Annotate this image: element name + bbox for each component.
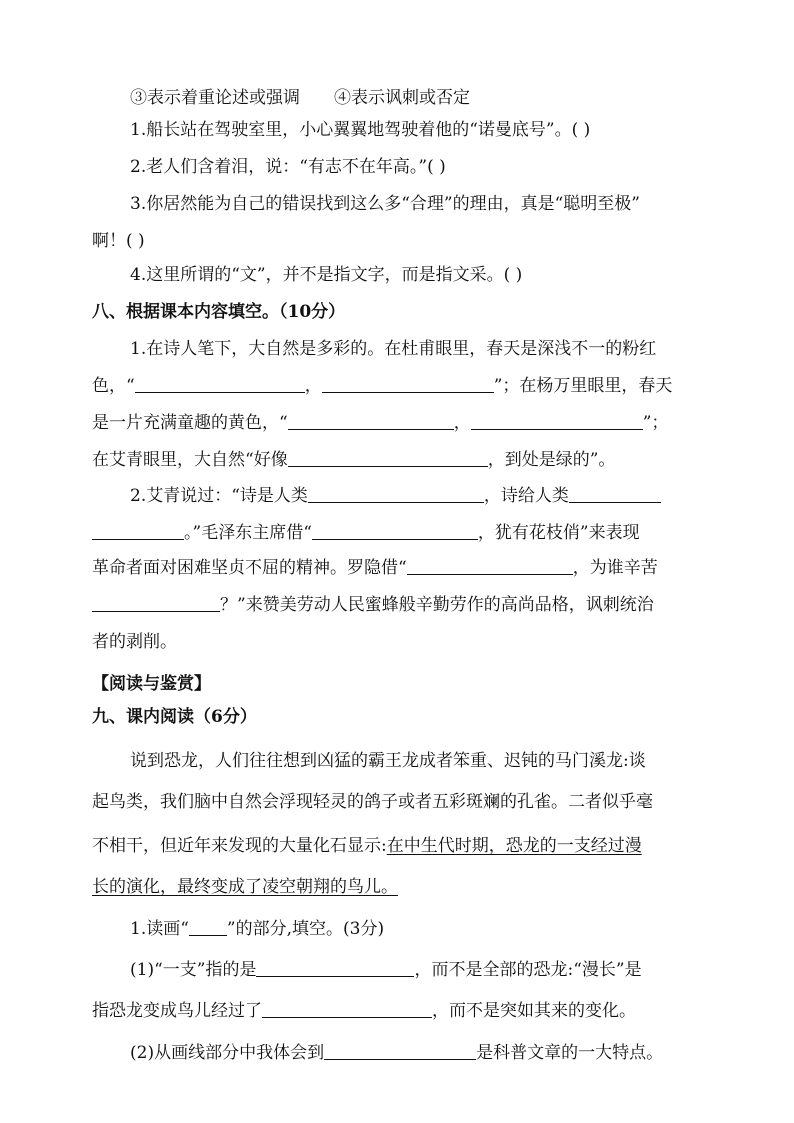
blank[interactable] [92, 595, 220, 612]
s8-q2-line1: 2.艾青说过：“诗是人类 ，诗给人类 [130, 484, 661, 508]
blank[interactable] [407, 558, 573, 575]
options-line [130, 86, 470, 110]
blank [189, 919, 227, 936]
s9-q1-sub1: (1)“一支”指的是 ，而不是全部的恐龙:“漫长”是 [130, 960, 642, 980]
blank[interactable] [288, 413, 454, 430]
s7-item-1: 1.船长站在驾驶室里，小心翼翼地驾驶着他的“诺曼底号”。( ) [130, 120, 591, 140]
passage-line-2: 起鸟类，我们脑中自然会浮现轻灵的鸽子或者五彩斑斓的孔雀。二者似乎毫 [92, 792, 653, 812]
s7-item-2: 2.老人们含着泪，说：“有志不在年高。”( ) [130, 157, 446, 177]
s8-q1-line3: 是一片充满童趣的黄色，“ ， ”； [92, 413, 669, 433]
blank[interactable] [256, 960, 414, 977]
s8-q2-line2: 。”毛泽东主席借“ ，犹有花枝俏”来表现 [92, 521, 640, 545]
s9-q1-prompt: 1.读画“ ”的部分,填空。(3分) [130, 919, 385, 939]
blank[interactable] [288, 450, 488, 467]
blank[interactable] [312, 523, 478, 540]
blank[interactable] [569, 486, 661, 503]
s8-q2-line5: 者的剥削。 [92, 632, 177, 652]
s7-item-3: 3.你居然能为自己的错误找到这么多“合理”的理由，真是“聪明至极” [130, 194, 640, 214]
s8-q1-line2: 色，“ ， ”；在杨万里眼里，春天 [92, 376, 673, 396]
s8-q2-line3: 革命者面对困难坚贞不屈的精神。罗隐借“ ，为谁辛苦 [92, 558, 658, 578]
option-4: ④表示讽刺或否定 [334, 88, 470, 108]
blank[interactable] [308, 486, 484, 503]
underlined-text: 在中生代时期，恐龙的一支经过漫 [386, 836, 642, 856]
reading-section-title: 【阅读与鉴赏】 [92, 674, 211, 694]
section9-heading: 九、课内阅读（6分） [92, 707, 257, 727]
s8-q1-line1: 1.在诗人笔下，大自然是多彩的。在杜甫眼里，春天是深浅不一的粉红 [130, 339, 657, 359]
s9-q1-sub1-cont: 指恐龙变成鸟儿经过了 ，而不是突如其来的变化。 [92, 1001, 636, 1021]
passage-line-4 [92, 875, 398, 899]
blank[interactable] [322, 376, 494, 393]
option-3: ③表示着重论述或强调 [130, 88, 300, 108]
passage-line-3: 不相干，但近年来发现的大量化石显示:在中生代时期，恐龙的一支经过漫 [92, 836, 642, 856]
section8-heading: 八、根据课本内容填空。（10分） [92, 302, 346, 322]
passage-line-1: 说到恐龙，人们往往想到凶猛的霸王龙成者笨重、迟钝的马门溪龙:谈 [130, 751, 646, 771]
blank[interactable] [135, 376, 305, 393]
s7-item-4: 4.这里所谓的“文”，并不是指文字，而是指文采。( ) [130, 265, 523, 285]
s7-item-3-cont: 啊！( ) [92, 231, 145, 251]
s8-q2-line4: ？”来赞美劳动人民蜜蜂般辛勤劳作的高尚品格，讽刺统治 [92, 593, 654, 617]
blank[interactable] [471, 413, 643, 430]
blank[interactable] [262, 1001, 432, 1018]
underlined-text: 长的演化，最终变成了凌空朝翔的鸟儿。 [92, 877, 398, 897]
s8-q1-line4: 在艾青眼里，大自然“好像 ，到处是绿的”。 [92, 450, 616, 470]
blank[interactable] [92, 523, 184, 540]
s9-q1-sub2: (2)从画线部分中我体会到 是科普文章的一大特点。 [130, 1043, 664, 1063]
blank[interactable] [324, 1043, 476, 1060]
